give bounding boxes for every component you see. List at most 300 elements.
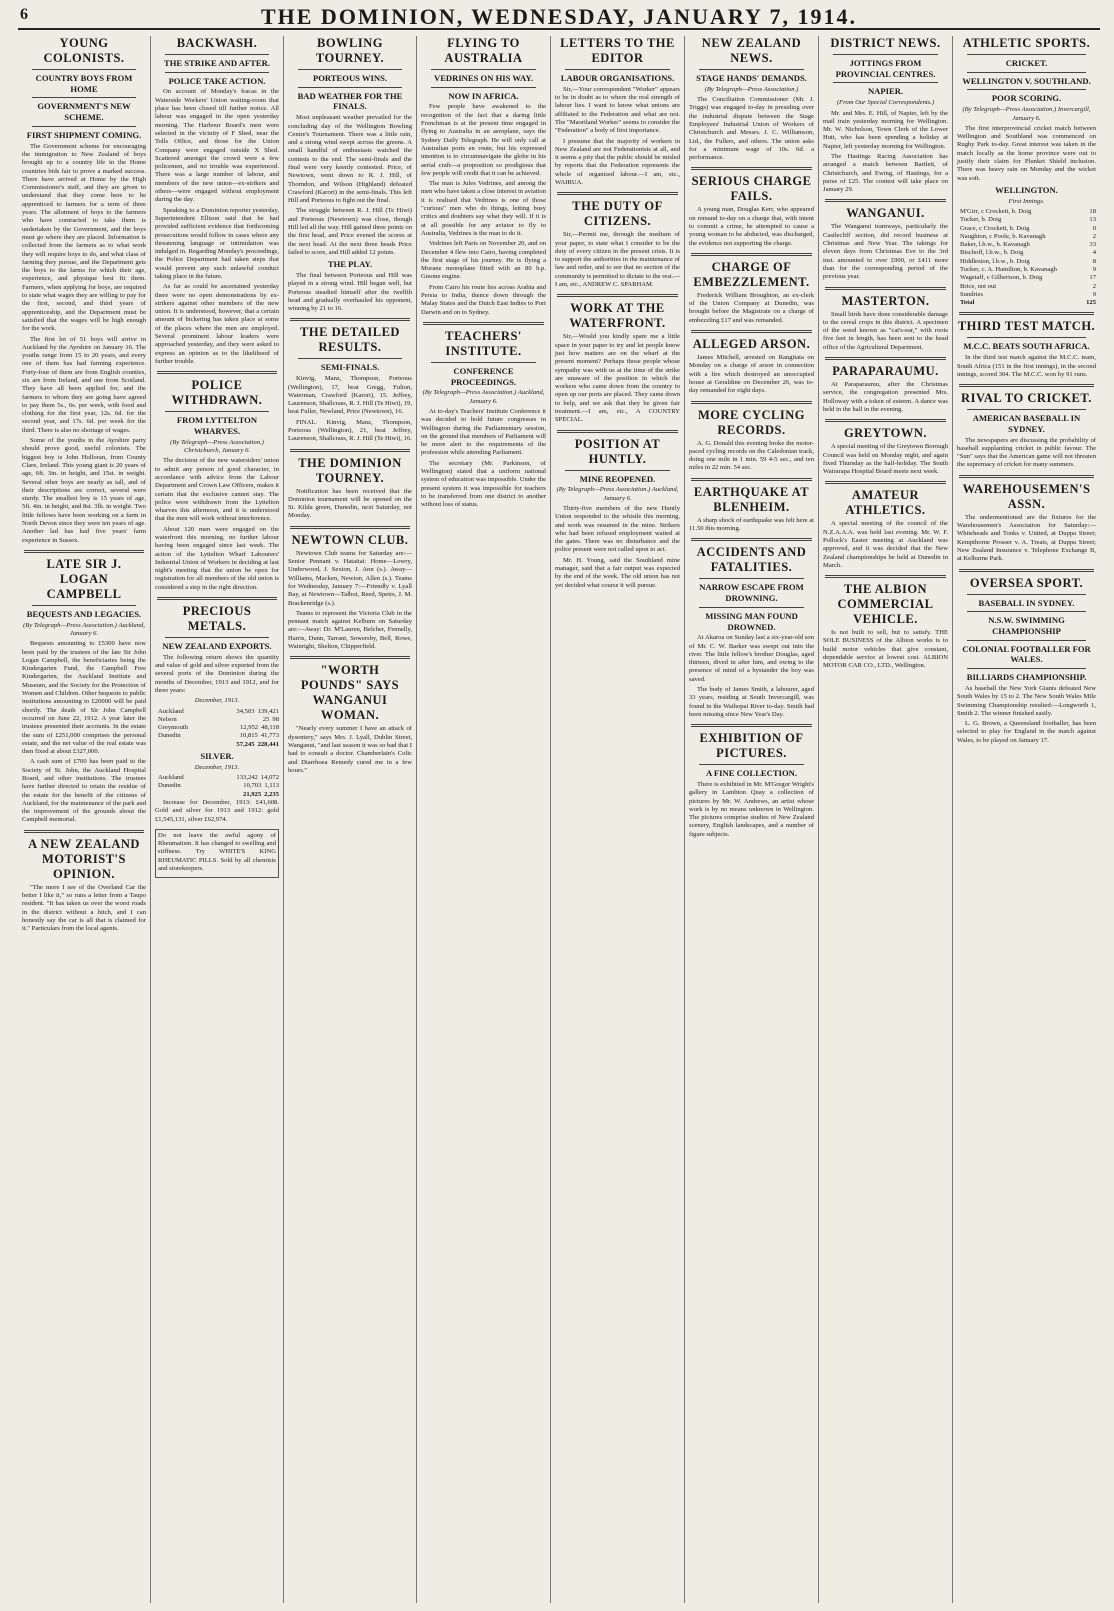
article-subhead: MISSING MAN FOUND DROWNED. [705, 610, 798, 632]
article-divider [691, 330, 812, 333]
article [155, 36, 279, 366]
article [689, 167, 814, 247]
table-total-row [155, 741, 279, 749]
table-caption: December, 1913. [194, 697, 240, 705]
article-heading: NEW ZEALAND NEWS. [701, 36, 802, 65]
dateline: (By Telegraph—Press Association.) Auckland, January 6. [23, 621, 145, 637]
table-cell: 25 [262, 715, 270, 723]
batsman: Naughton, c Poole, b. Kavanagh [960, 232, 1046, 240]
article-heading: ACCIDENTS AND FATALITIES. [696, 545, 807, 575]
article-heading: ALLEGED ARSON. [692, 337, 811, 352]
article-heading: FLYING TO AUSTRALIA [444, 36, 523, 65]
table-cell: Auckland [158, 774, 184, 782]
article-paragraph: Notification has been received that the Dominion tournament will be opened on the St. Kilda green, Dunedin, next Saturday, not Monday. [288, 487, 412, 520]
article-divider [691, 724, 812, 727]
export-table [155, 697, 279, 749]
batsman: Wagstaff, c Gilbertson, b. Doig [960, 274, 1043, 282]
article [22, 36, 146, 545]
article-divider [691, 167, 812, 170]
article-heading: A NEW ZEALAND MOTORIST'S OPINION. [28, 836, 140, 881]
article-paragraph: Speaking to a Dominion reporter yesterday, Superintendent Ellison said that he had provided sufficient evidence that forthcoming prosecutions would follow in cases where any threatening language or intimidation was indulged in. Regarding Monday's proceedings, the Police Department had taken steps that would prevent any such unlawful conduct taking place in the future. [155, 206, 279, 280]
article-subhead: CONFERENCE PROCEEDINGS. [450, 365, 517, 387]
article-divider [557, 192, 678, 195]
table-cell: 57,245 [236, 740, 255, 748]
article [288, 449, 412, 521]
article [288, 656, 412, 775]
article-paragraph: A sharp shock of earthquake was felt here at 11.50 this morning. [689, 516, 814, 533]
columns-container [18, 36, 1100, 1603]
article-heading: POSITION AT HUNTLY. [574, 436, 661, 466]
article [155, 371, 279, 592]
subhead-rule [431, 362, 536, 363]
subhead-rule [565, 69, 670, 70]
export-table [155, 764, 279, 799]
article-subhead: SILVER. [200, 751, 234, 762]
runs: 2 [1092, 232, 1096, 240]
article [823, 357, 948, 414]
article-divider [825, 199, 946, 202]
article-paragraph: In the third test match against the M.C.C. team, South Africa (151 in the first innings), in the second innings, scored 304. The M.C.C. won by 91 runs. [957, 354, 1096, 378]
article-paragraph: The first lot of 51 boys will arrive in Auckland by the Ayrshire on January 16. The youths range from 15 to 20 years, and every one of them has had farming experience. Forty-four of them are from English counties, six are from Ireland, and one from Scotland. They have all been applied for, and the farmers to whom they are going have agreed to pay them 5s., 6s. per week, with food and clothing for the first year, 12s. 6d. for the second year, and 17s. 6d. per week for the third. There is also no shortage of wages. [22, 335, 146, 434]
batsman: M'Girr, c Crockett, b. Doig [960, 207, 1032, 215]
subhead-rule [967, 668, 1086, 669]
article-divider [959, 569, 1094, 572]
dateline: (By Telegraph—Press Association.) [704, 85, 799, 93]
article-heading: MASTERTON. [841, 293, 930, 308]
article-divider [959, 475, 1094, 478]
article-paragraph: Vedrines left Paris on November 20, and on December 4 flew into Cairo, having completed the first stage of his journey. He is flying a Morane monoplane fitted with an 80 h.p. Gnome engine. [421, 240, 546, 281]
article-paragraph: Most unpleasant weather prevailed for the concluding day of the Wellington Bowling Centre's Tournament. There was a little rain, and a strong wind swept across the greens. A small handful of enthusiasts watched the contests to the end. The semi-finals and the final were very keenly contested. Price, of Newtown, went down to R. J. Hill, of Thorndon, and Wilson (Highland) defeated Crawford (Karori) in the semi-finals. This left Hill and Porteous to fight out the final. [288, 114, 412, 205]
article-paragraph: At Paraparaumu, after the Christmas service, the congregation presented Mrs. Holloway with a token of esteem. A dance was held in the hall in the evening. [823, 381, 948, 413]
article-subhead: FROM LYTTELTON WHARVES. [176, 415, 258, 436]
article-heading: MORE CYCLING RECORDS. [697, 407, 806, 437]
article-paragraph: At to-day's Teachers' Institute Conference it was decided to hold future congresses in Wellington during the Parliamentary session, on the ground that members of Parliament will be more alert to the requirements of the profession while attending Parliament. [421, 407, 546, 457]
table-cell: 133,242 [236, 774, 258, 782]
article-paragraph: Mr. H. Young, said the Southland mine manager, said that a fair output was expected by the end of the week. The old union has not yet decided what course it will pursue. [555, 556, 680, 589]
article [555, 294, 680, 424]
table-caption: December, 1913. [194, 763, 240, 771]
runs: 2 [1092, 282, 1096, 290]
article-paragraph: The secretary (Mr. Parkinson, of Wellington) stated that a uniform national system of education was impossible. Under the present system it was impossible for teachers to be transferred from one district to another without loss of status. [421, 459, 546, 509]
article-divider [290, 656, 410, 659]
article-paragraph: Is not built to sell, but to satisfy. THE SOLE BUSINESS of the Albion works is to build motor vehicles that give constant, dependable service at lowest cost. ALBION MOTOR CAR CO., LTD., Wellington. [823, 629, 948, 670]
article-heading: "WORTH POUNDS" SAYS WANGANUI WOMAN. [300, 663, 400, 723]
article-divider [825, 419, 946, 422]
article [957, 312, 1096, 379]
article-heading: PRECIOUS METALS. [182, 604, 252, 634]
article-divider [24, 830, 144, 833]
article-paragraph: "Nearly every summer I have an attack of dysentery," says Mrs. J. Lyall, Dublin Street, Wanganui, "and last season it was so bad that I had to consult a doctor. Chamberlain's Colic and Diarrhoea Remedy cured me in a few hours." [288, 725, 412, 774]
article-paragraph: Some of the youths in the Ayrshire party should prove good, useful colonists. The biggest boy is John Holloran, from County Clare, Ireland. This young giant is 20 years of age, 6ft. 3in. in height, and 15st. in weight. Several other boys are nearly as tall, and of their descriptions are correct, several were sturdy. The smallest boy is 15 years of age, 5ft. 4in. in height, and 8st. 3lb. in weight. Two little fellows have been working on a farm in North Devon since they were ten years of age. Another lad has had five years' farm experience in Sussex. [22, 437, 146, 544]
article-paragraph: From Cairo his route lies across Arabia and Persia to India, thence down through the Malay States and the Dutch East Indies to Port Darwin and on to Sydney. [421, 283, 546, 316]
article-heading: GREYTOWN. [843, 426, 928, 441]
subhead-rule [967, 409, 1086, 410]
table-cell: 228,441 [257, 740, 279, 748]
article-subhead: JOTTINGS FROM PROVINCIAL CENTRES. [835, 58, 936, 79]
article-paragraph: Teams to represent the Victoria Club in the pennant match against Kelburn on Saturday are:—Away: Dr. M'Lauren, Belcher, Fennelly, Harris, Dunn, Tarrant, Sowersby, Bell, Rowe, Wainright, Shelton, Chipperfield. [288, 609, 412, 651]
subhead-rule [833, 82, 938, 83]
article-paragraph: A. G. Donald this evening broke the motor-paced cycling records on the Caledonian track, doing one mile in 1 min. 59 4-5 sec., and ten miles in 22 min. 54 sec. [689, 439, 814, 472]
article-paragraph: Sir,—Your correspondent "Worker" appears to be in doubt as to where the real strength of labour lies. I want to know what unions are affiliated to the Federation and what are not. The "Maoriland Worker" seems to consider the "Federation" a body of first importance. [555, 85, 680, 135]
table-cell: 10,703 [243, 782, 262, 790]
table-cell: Greymouth [158, 724, 189, 732]
table-cell: 34,503 [236, 707, 255, 715]
article-divider [825, 287, 946, 290]
article-paragraph: Sir,—Permit me, through the medium of your paper, to state what I consider to be the duty of every citizen in the present crisis. It is to support the authorities in the maintenance of law and order, and to see that no section of the community is permitted to dictate to the rest.—I am, etc., ANDREW C. SPARHAM. [555, 231, 680, 289]
article [555, 430, 680, 590]
total-label: Total [960, 299, 975, 307]
article-divider [959, 384, 1094, 387]
column-5 [551, 36, 685, 1603]
article-subhead: BAD WEATHER FOR THE FINALS. [297, 90, 403, 112]
article-paragraph: Few people have awakened to the recognition of the fact that a daring little Frenchman is at the present time engaged in flying to Australia in an aeroplane, says the Sydney Daily Telegraph. He will only call at Australian ports en route, but his expressed intention is to circumnavigate the globe in his aerial craft—a proposition so prodigious that few people will credit that it can be achieved. [421, 103, 546, 177]
table-cell: 12,952 [239, 724, 259, 732]
batsman: Tucker, b. Doig [960, 216, 1002, 224]
article-subhead: BEQUESTS AND LEGACIES. [26, 608, 142, 619]
article-heading: LATE SIR J. LOGAN CAMPBELL [46, 556, 122, 601]
subhead-rule [32, 97, 136, 98]
table-cell: 41,773 [260, 732, 279, 740]
article-paragraph: As baseball the New York Giants defeated New South Wales by 15 to 2. The New South Wales Mile Swimming Championship resulted:—Longworth 1, Smith 2. The winner finished easily. [957, 684, 1096, 717]
article-paragraph: James Mitchell, arrested on Rangitata on Monday on a charge of arson in connection with a fire which destroyed an unoccupied house at Geraldine on December 26, was to-day remanded for eight days. [689, 354, 814, 395]
article [823, 575, 948, 670]
article-paragraph: The Hastings Racing Association has arranged a match between Bartlett, of Christchurch, and Ewing, of Hastings, for a purse of £25. The contest will take place on January 29. [823, 152, 948, 194]
article-heading: YOUNG COLONISTS. [43, 36, 125, 65]
article-subhead: NOW IN AFRICA. [448, 90, 519, 101]
article-paragraph: I presume that the majority of workers in New Zealand are not Federationists at all, and it seems a pity that the public should be misled by reports that the Federation represents the whole of organised labour.—I am, etc., WAIRUA. [555, 137, 680, 186]
article-paragraph: Mr. and Mrs. E. Hill, of Napier, left by the mail train yesterday morning for Wellington. Mr. W. Nicholson, Town Clerk of the Lower Hutt, who has been spending a holiday at Napier, left yesterday morning for Wellington. [823, 109, 948, 150]
advertisement [155, 829, 279, 878]
article-subhead: PORTEOUS WINS. [312, 73, 388, 83]
article [155, 597, 279, 824]
table-cell: Dunedin [158, 782, 181, 790]
article-paragraph: On account of Monday's fracas in the Waterside Workers' Union waiting-room that place has been closed till further notice. All labour was engaged in the open yesterday morning. The Harbour Board's men were selected in the vicinity of F Shed, near the Tolls Office, and those for the Union Company were engaged outside X Shed. Scattered amongst the crowd were a few policemen, and no trouble was experienced. There was a large number of labour, and members of the new union—ex-strikers and others—were engaged without employment during the day. [155, 88, 279, 204]
article-divider [290, 318, 410, 321]
column-6 [685, 36, 819, 1603]
subhead-rule [165, 72, 269, 73]
subhead-rule [298, 87, 402, 88]
article [689, 401, 814, 473]
dateline: (By Telegraph—Press Association.) Auckland, January 6. [556, 486, 679, 502]
article-heading: PARAPARAUMU. [832, 364, 939, 379]
article [957, 475, 1096, 564]
article-paragraph: Thirty-five members of the new Huntly Union responded to the whistle this morning, and work was resumed in the mine. Strikers who had been refused employment waited at the gates. There was no disturbance and the police present were not called upon to act. [555, 504, 680, 554]
article-heading: NEWTOWN CLUB. [291, 532, 409, 547]
article-paragraph: "The more I see of the Overland Car the better I like it," so runs a letter from a Taupo resident. "It has taken us over the worst roads in the district without a hitch, and I can honestly say the car is all that is claimed for it." Particulars from the local agents. [22, 883, 146, 933]
runs: 4 [1092, 249, 1096, 257]
article-subhead: VEDRINES ON HIS WAY. [433, 73, 534, 83]
article [22, 830, 146, 934]
table-total-row [155, 791, 279, 799]
article-heading: ATHLETIC SPORTS. [962, 36, 1091, 50]
subhead-rule [32, 605, 136, 606]
scorecard-row [957, 233, 1096, 241]
scorecard-row [957, 274, 1096, 282]
article-divider [290, 526, 410, 529]
article-heading: THE DETAILED RESULTS. [300, 325, 400, 355]
scorecard-row [957, 291, 1096, 299]
table-row [155, 716, 279, 724]
article [957, 569, 1096, 745]
article [689, 36, 814, 162]
article-heading: WORK AT THE WATERFRONT. [569, 301, 666, 331]
article-divider [423, 322, 544, 325]
article [957, 36, 1096, 307]
article-subhead: POOR SCORING. [991, 93, 1062, 104]
article [288, 36, 412, 313]
article-subhead: WELLINGTON V. SOUTHLAND. [962, 75, 1091, 86]
runs: 18 [1089, 207, 1096, 215]
article-divider [959, 312, 1094, 315]
table-cell: 21,925 [243, 790, 262, 798]
subhead-rule [165, 411, 269, 412]
article-paragraph: L. G. Brown, a Queensland footballer, has been selected to play for England in the match against Wales, to be played on January 17. [957, 720, 1096, 744]
article-subhead: POLICE TAKE ACTION. [168, 75, 266, 86]
batsman: Bischoff, l.b.w., b. Doig [960, 249, 1024, 257]
batsman: Sundries [960, 290, 984, 298]
scorecard-row [957, 216, 1096, 224]
table-cell: Auckland [158, 707, 184, 715]
article [555, 36, 680, 187]
article-subhead: FIRST SHIPMENT COMING. [26, 129, 142, 140]
article-divider [557, 430, 678, 433]
scorecard-row [957, 258, 1096, 266]
article-paragraph: A special meeting of the council of the N.Z.A.A.A. was held last evening. Mr. W. F. Pollock's Easter meeting at Auckland was approved, and it was decided that the New Zealand championships be held at Dunedin in March. [823, 520, 948, 569]
article-heading: POLICE WITHDRAWN. [171, 378, 263, 408]
advert-text: Do not leave the awful agony of Rheumatism. It has changed to swelling and stiffness. Try WHITE'S KING RHEUMATIC PILLS. Sold by all chemists and storekeepers. [158, 831, 276, 873]
article-heading: WAREHOUSEMEN'S ASSN. [962, 481, 1091, 511]
scorecard-row [957, 249, 1096, 257]
column-4 [417, 36, 551, 1603]
runs: 9 [1092, 290, 1096, 298]
subhead-rule [431, 69, 536, 70]
article [555, 192, 680, 289]
batsman: Hiddleston, l.b.w., b. Doig [960, 257, 1030, 265]
article-divider [557, 294, 678, 297]
article-paragraph: A cash sum of £700 has been paid to the Society of St. John, the Auckland Hospital Board, and other institutions. The trustees have further directed to retain the residue of the estate for the benefit of the citizens of Auckland, for the maintenance of the park and the improvement of the grounds about the Campbell memorial. [22, 758, 146, 824]
article [288, 526, 412, 652]
article-heading: BOWLING TOURNEY. [315, 36, 385, 65]
article-subhead: THE PLAY. [327, 259, 373, 270]
article [288, 318, 412, 443]
article [823, 199, 948, 281]
article-paragraph: About 120 men were engaged on the waterfront this morning, no further labour having been engaged since last week. The action of the Lyttelton Wharf Labourers' Industrial Union of Workers in deciding at last night's meeting that the union be open for registration for all members of the old union is considered a step in the right direction. [155, 525, 279, 591]
article-heading: CHARGE OF EMBEZZLEMENT. [693, 259, 810, 289]
subhead-rule [833, 54, 938, 55]
article-paragraph: The final between Porteous and Hill was played in a strong wind. Hill began well, but Porteous steadied himself after the twelfth head and gradually overhauled his opponent, winning by 21 to 16. [288, 271, 412, 313]
runs: 8 [1092, 257, 1096, 265]
batsman: Tucker, c. A. Hamilton, b. Kavanagh [960, 265, 1057, 273]
article-subhead: THE STRIKE AND AFTER. [163, 58, 270, 68]
article-paragraph: At Akaroa on Sunday last a six-year-old son of Mr. C. W. Barker was swept out into the river. The little fellow's brother Douglas, aged thirteen, dived in after him, and owing to the presence of mind of a bystander the boy was saved. [689, 634, 814, 683]
page-number: 6 [20, 6, 28, 23]
batsman: Baker, l.b.w., b. Kavanagh [960, 241, 1030, 249]
article [823, 287, 948, 352]
article [22, 550, 146, 825]
article-divider [825, 575, 946, 578]
article-heading: TEACHERS' INSTITUTE. [445, 328, 522, 358]
subhead-rule [165, 54, 269, 55]
article-paragraph: The first interprovincial cricket match between Wellington and Southland was commenced on Rugby Park to-day. Great interest was taken in the match locally as the home province were out to justify their claim for Plunket Shield inclusion. There was heavy rain on Monday and the wicket was soft. [957, 124, 1096, 182]
table-cell: 139,421 [257, 707, 279, 715]
scorecard-title: WELLINGTON. [995, 184, 1058, 195]
subhead-rule [967, 594, 1086, 595]
scorecard-total [957, 299, 1096, 307]
article-heading: EXHIBITION OF PICTURES. [699, 731, 804, 761]
subhead-rule [565, 470, 670, 471]
article-subhead: AMERICAN BASEBALL IN SYDNEY. [972, 413, 1081, 434]
article-paragraph: FINAL. Kinvig, Manz, Thompson, Porteous (Wellington), 21, beat Jeffrey, Laurenson, Shallcrass, R. J. Hill (Te Hiwi), 16. [288, 418, 412, 443]
subhead-rule [699, 69, 804, 70]
column-3 [284, 36, 417, 1603]
table-cell: 14,072 [260, 774, 279, 782]
article [421, 36, 546, 317]
article-divider [825, 357, 946, 360]
article-subhead: NARROW ESCAPE FROM DROWNING. [699, 582, 804, 604]
article-paragraph: The newspapers are discussing the probability of baseball supplanting cricket in public favour. The "Sun" says that the American game will not threaten the supremacy of cricket for many summers. [957, 436, 1096, 469]
dateline: (From Our Special Correspondents.) [836, 99, 935, 107]
article-paragraph: Bequests amounting to £5300 have now been paid by the trustees of the late Sir John Logan Campbell, the beneficiaries being the Kindergarten Fund, the Campbell Free Kindergarten, the Auckland Institute and Museum, and the Society for the Protection of Women and Children. Other bequests to public institutions amounting to £20000 will be paid shortly. The death of Sir John Campbell occurred on June 22, 1912. A year later the trustees presented their accounts. In the estate the sum of £251,000 comprises the personal estate, and the net value of the real estate was then fixed at about £327,000. [22, 640, 146, 756]
dateline: (By Telegraph—Press Association.) Christchurch, January 6. [170, 438, 264, 455]
article-paragraph: A young man, Douglas Kerr, who appeared on remand to-day on a charge that, with intent to commit a crime, he attempted to cause a young woman to be abducted, was discharged, the evidence not supporting the charge. [689, 206, 814, 247]
article-paragraph: Kinvig, Manz, Thompson, Porteous (Wellington), 17, beat Gregg, Fulton, Waterman, Crawford (Karori), 15. Jeffrey, Laurenson, Shallcrass, R. J. Hill (Te Hiwi), 19, beat Fuller, Newland, Price (Newtown), 16. [288, 375, 412, 416]
total-runs: 125 [1086, 299, 1096, 307]
table-row [155, 782, 279, 790]
table-cell: 2,235 [264, 790, 279, 798]
batsman: Brice, not out [960, 282, 997, 290]
table-cell: 1,113 [264, 782, 279, 790]
article-divider [691, 253, 812, 256]
article [689, 330, 814, 395]
column-1 [18, 36, 151, 1603]
article-paragraph: Sir,—Would you kindly spare me a little space in your paper to try and let people know just how matters are on the wharf at the present moment? Perhaps those people whose sympathy was with us at the time of the strike are unaware of the position in which the workers who came down from the country to open up our ports are placed. They came down to help, and we ask that they be given fair treatment.—I am, etc., A COUNTRY SPECIAL. [555, 333, 680, 424]
article-paragraph: As far as could be ascertained yesterday there were no open demonstrations by ex-strikers against other members of the new union. It is understood, however, that a certain amount of bickering has taken place at some of the places where the men are employed. Several prominent labour leaders were approached yesterday, and they were asked to express an opinion as to the likelihood of further trouble. [155, 283, 279, 365]
table-row [155, 732, 279, 740]
article-divider [157, 371, 277, 374]
scorecard-row [957, 241, 1096, 249]
article [155, 829, 279, 878]
table-cell: 48,118 [261, 724, 279, 732]
article-divider [24, 550, 144, 553]
article-paragraph: Newtown Club teams for Saturday are:—Senior Pennant v. Hataitai: Home—Lowry, Underwood, J. Sexton, J. Ann (s.). Away—Williams, Macken, Newton, Allen (s.). Teams for Wednesday, January 7:—Friendly v. Lyall Bay, at Newtown—Talbot, Reed, Speirs, J. M. Brackenridge (s.). [288, 549, 412, 607]
article-subhead: STAGE HANDS' DEMANDS. [696, 73, 807, 83]
article-paragraph: A special meeting of the Greytown Borough Council was held on Monday night, and again fixed Thursday as the half-holiday. The South Wairarapa Hospital Board meets next week. [823, 443, 948, 476]
table-cell [155, 741, 233, 749]
article-paragraph: There is exhibited in Mr. M'Gregor Wright's gallery in Lambton Quay a collection of pictures by Mr. W. Andrews, an artist whose work is by no means unknown in Wellington. The pictures comprise studies of New Zealand scenery, English landscapes, and a number of figure subjects. [689, 780, 814, 838]
scorecard-subtitle: First Innings. [1008, 197, 1045, 205]
article-heading: DISTRICT NEWS. [830, 36, 941, 50]
article-subhead: NAPIER. [867, 86, 904, 97]
subhead-rule [967, 72, 1086, 73]
batsman: Grace, c Crockett, b. Doig [960, 224, 1030, 232]
article-paragraph: The struggle between R. J. Hill (Te Hiwi) and Porteous (Newtown) was close, though Hill led all the way. Hill gained three points on the first head, and Price evened the scores at the next head. At the next three heads Price failed to score, and Hill added 12 points. [288, 207, 412, 256]
article-heading: THE DOMINION TOURNEY. [298, 455, 402, 485]
article [957, 384, 1096, 470]
article-paragraph: The decision of the new watersiders' union to admit any person of good character, in accordance with advice from the Labour Department and Crown Law Officers, makes it certain that the exclusive cannot stay. The police were withdrawn from the Lyttelton wharves this afternoon, and it is understood that the men will work without interference. [155, 457, 279, 523]
article-heading: AMATEUR ATHLETICS. [845, 488, 926, 518]
article-divider [157, 597, 277, 600]
column-7 [819, 36, 953, 1603]
subhead-rule [298, 358, 402, 359]
article-subhead: NEW ZEALAND EXPORTS. [162, 641, 272, 652]
subhead-rule [967, 611, 1086, 612]
article-subhead: M.C.C. BEATS SOUTH AFRICA. [963, 341, 1090, 352]
scorecard-row [957, 225, 1096, 233]
article-divider [691, 538, 812, 541]
article-heading: RIVAL TO CRICKET. [961, 391, 1092, 406]
article-paragraph: Small birds have done considerable damage to the cereal crops in this district. A specimen of the weed known as "cat's-ear," with roots five feet in length, has been sent to the head office of the Agricultural Department. [823, 310, 948, 351]
article-subhead: MINE REOPENED. [579, 473, 656, 484]
runs: 33 [1089, 241, 1096, 249]
runs: 0 [1092, 224, 1096, 232]
table-row [155, 724, 279, 732]
subhead-rule [298, 69, 402, 70]
article-subhead: N.S.W. SWIMMING CHAMPIONSHIP [988, 615, 1065, 636]
subhead-rule [967, 89, 1086, 90]
article [689, 478, 814, 534]
table-cell [155, 791, 240, 799]
table-row [155, 774, 279, 782]
article-paragraph: Increase for December, 1913: £41,608. Gold and silver for 1913 and 1912: gold £1,545,131, silver £62,974. [155, 799, 279, 823]
scorecard-row [957, 208, 1096, 216]
article-paragraph: The Government scheme for encouraging the immigration to New Zealand of boys brought up to a country life in the Home countries bids fair to prove a marked success. There have arrived at Home by the High Commissioner's staff, and they are given to understand that they come here to be apprenticed to farmers for a term of three years. The allotment of boys to the farmers who have contracted to take them is undertaken by the Government, and the boys must go where they are placed. Information is collected from the farmers as to what work they will require boys to do, and what class of farming they pursue, and the Department gets the boys to the farms for which their age, experience, and physique best fit them. Farmers, when applying for boys, are required to state what wages they are willing to pay for the first, second, and third years of apprenticeship, and the Department must be satisfied that the wages will be high enough for the work. [22, 142, 146, 333]
article-subhead: BASEBALL IN SYDNEY. [978, 597, 1075, 608]
article-subhead: COLONIAL FOOTBALLER FOR WALES. [962, 643, 1091, 665]
subhead-rule [32, 69, 136, 70]
article-paragraph: The body of James Smith, a labourer, aged 33 years, residing at South Invercargill, was found in the Waihopai River to-day. Smith had been missing since New Year's Day. [689, 686, 814, 718]
article-subhead: CRICKET. [1005, 58, 1048, 68]
article [823, 419, 948, 476]
article [823, 481, 948, 570]
article [823, 36, 948, 194]
article [689, 724, 814, 839]
article-divider [691, 401, 812, 404]
article-heading: SERIOUS CHARGE FAILS. [691, 174, 812, 204]
article [689, 253, 814, 325]
article-heading: LETTERS TO THE EDITOR [560, 36, 675, 65]
dateline: (By Telegraph—Press Association.) Invercargill, January 6. [962, 106, 1091, 122]
article-paragraph: The Wanganui tramways, particularly the Castlecliff section, did record business at Christmas and New Year. The takings for eleven days from Christmas Eve to the 3rd inst. amounted to over £900, or £411 more than for the corresponding period of the previous year. [823, 223, 948, 281]
dateline: (By Telegraph—Press Association.) Auckland, January 6. [422, 389, 545, 405]
masthead [18, 6, 1100, 30]
subhead-rule [32, 126, 136, 127]
table-cell: 98 [272, 715, 279, 723]
table-cell: Nelson [158, 715, 177, 723]
subhead-rule [967, 54, 1086, 55]
table-cell: 10,815 [239, 732, 258, 740]
article-paragraph: Frederick William Broughton, an ex-clerk of the Union Company at Dunedin, was brought before the Magistrate on a charge of embezzling £17 and was remanded. [689, 291, 814, 324]
article-paragraph: The undermentioned are the fixtures for the Warehousemen's Association for Saturday:—Whiteheads and Tonks v. United, at Duppa Street; Kempthorne Prosser v. A. Treats, at Duppa Street; New Zealand Insurance v. Telephone Exchange B, at Kelburne Park. [957, 513, 1096, 563]
subhead-rule [967, 337, 1086, 338]
article-subhead: COUNTRY BOYS FROM HOME [35, 73, 133, 94]
article [689, 538, 814, 719]
subhead-rule [699, 764, 804, 765]
runs: 17 [1089, 274, 1096, 282]
article-heading: THE ALBION COMMERCIAL VEHICLE. [837, 582, 934, 627]
column-2 [151, 36, 284, 1603]
subhead-rule [699, 607, 804, 608]
scorecard-row [957, 283, 1096, 291]
column-8 [953, 36, 1100, 1603]
subhead-rule [431, 87, 536, 88]
scorecard-row [957, 266, 1096, 274]
subhead-rule [967, 640, 1086, 641]
article-paragraph: The following return shows the quantity and value of gold and silver exported from the several ports of the Dominion during the months of December, 1913 and 1912, and for three years: [155, 653, 279, 694]
runs: 9 [1092, 265, 1096, 273]
newspaper-title: THE DOMINION, WEDNESDAY, JANUARY 7, 1914. [260, 4, 858, 29]
article-heading: BACKWASH. [176, 36, 258, 50]
runs: 13 [1089, 216, 1096, 224]
